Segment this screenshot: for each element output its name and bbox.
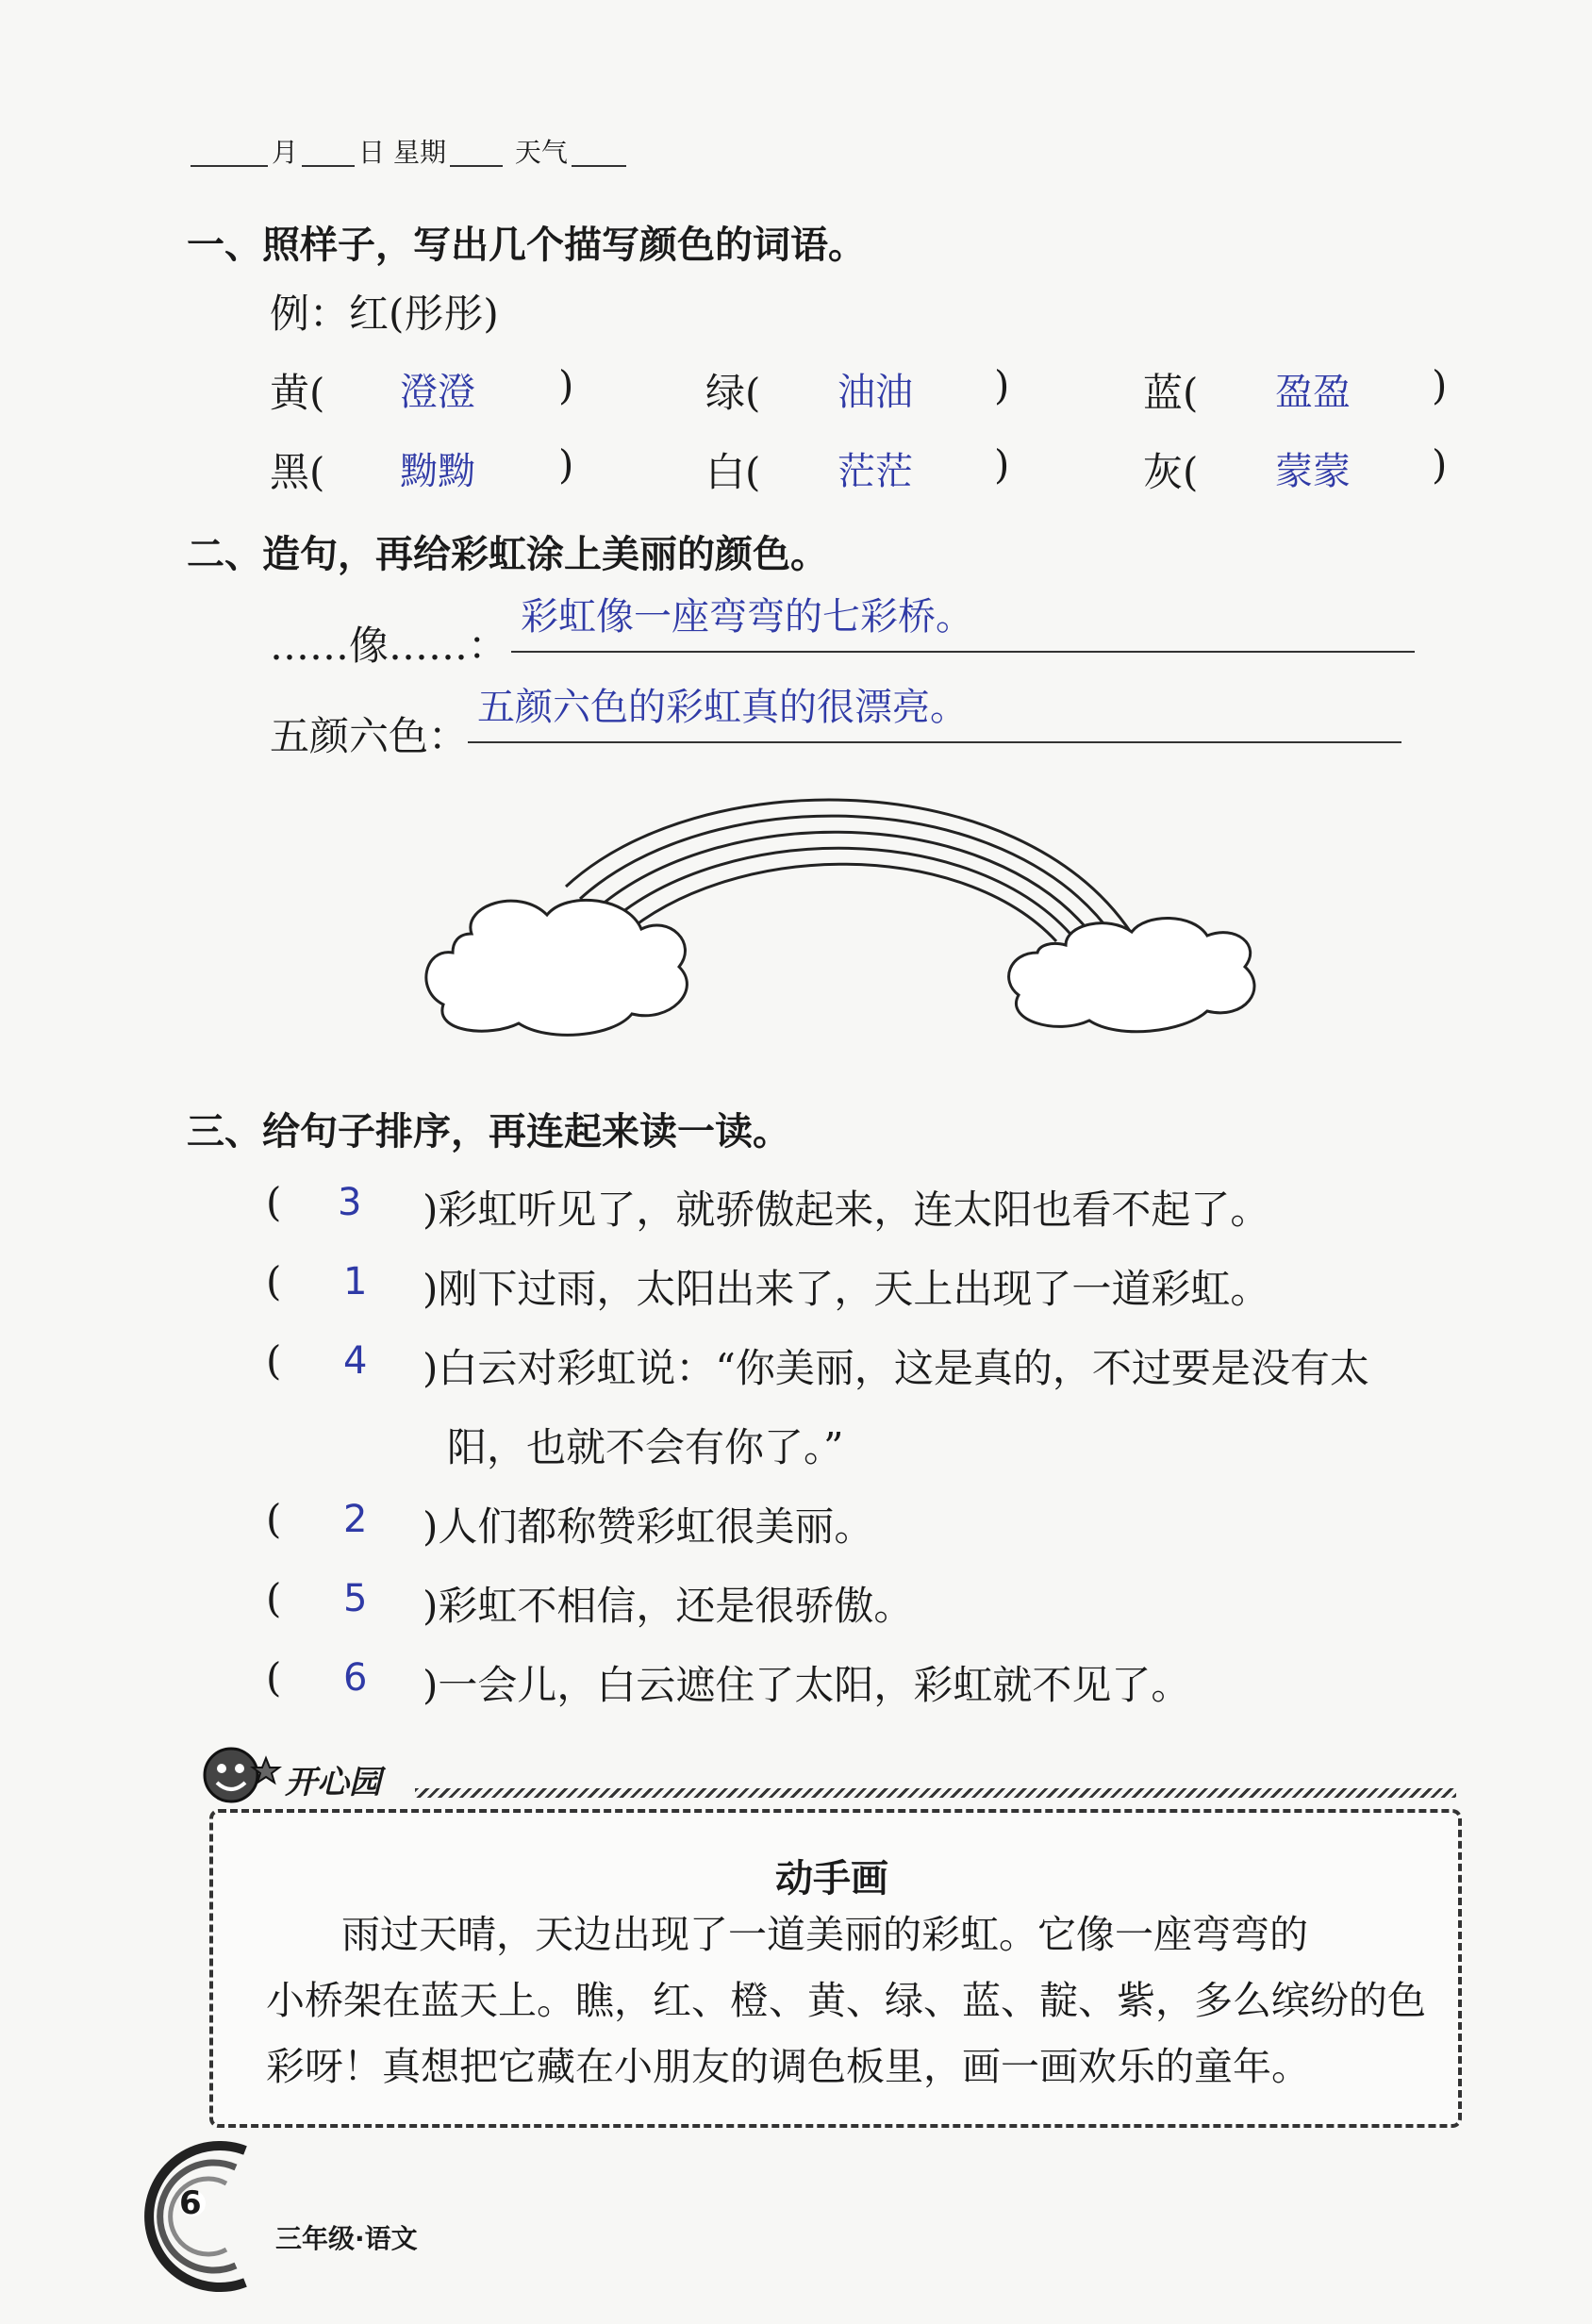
close-paren: ): [558, 362, 574, 408]
weather-label: 天气: [514, 137, 568, 168]
answer-white[interactable]: 茫茫: [837, 450, 913, 493]
order-number[interactable]: 2: [343, 1498, 368, 1541]
day-label: 日: [358, 137, 386, 168]
activity-text-line: 雨过天晴，天边出现了一道美丽的彩虹。它像一座弯弯的: [341, 1912, 1308, 1957]
cloud-right-shape: [1009, 918, 1254, 1031]
close-paren: ): [1432, 362, 1448, 408]
color-item-gray: 灰(: [1143, 449, 1199, 495]
order-row: (: [266, 1496, 282, 1542]
activity-text-line: 小桥架在蓝天上。瞧，红、橙、黄、绿、蓝、靛、紫，多么缤纷的色: [266, 1978, 1426, 2023]
page-number-swirl-icon: [141, 2141, 264, 2292]
order-row: (: [266, 1258, 282, 1304]
close-paren: ): [994, 441, 1010, 488]
rainbow-drawing[interactable]: [415, 773, 1320, 1038]
order-sentence: )一会儿，白云遮住了太阳，彩虹就不见了。: [423, 1662, 1191, 1708]
order-number[interactable]: 1: [343, 1260, 368, 1303]
order-sentence-continuation: 阳，也就不会有你了。”: [447, 1424, 844, 1470]
answer-line: [511, 649, 1415, 653]
decorative-rule: [415, 1788, 1456, 1798]
answer-yellow[interactable]: 澄澄: [400, 371, 475, 414]
section1-title: 一、照样子，写出几个描写颜色的词语。: [187, 224, 866, 267]
order-row: (: [266, 1179, 282, 1225]
order-row: (: [266, 1654, 282, 1701]
answer-green[interactable]: 油油: [837, 371, 913, 414]
happy-corner-label: 开心园: [285, 1764, 381, 1801]
close-paren: ): [1432, 441, 1448, 488]
activity-title: 动手画: [775, 1857, 888, 1901]
order-number[interactable]: 3: [338, 1181, 362, 1224]
color-item-black: 黑(: [270, 449, 325, 495]
order-row: (: [266, 1337, 282, 1384]
answer-black[interactable]: 黝黝: [400, 450, 475, 493]
section2-title: 二、造句，再给彩虹涂上美丽的颜色。: [187, 533, 828, 576]
activity-text-line: 彩呀！真想把它藏在小朋友的调色板里，画一画欢乐的童年。: [266, 2044, 1310, 2089]
smiley-star-icon: [198, 1737, 283, 1813]
color-item-white: 白(: [705, 449, 761, 495]
section3-title: 三、给句子排序，再连起来读一读。: [187, 1110, 790, 1154]
color-item-blue: 蓝(: [1143, 370, 1199, 416]
month-label: 月: [272, 137, 299, 168]
color-item-yellow: 黄(: [270, 370, 325, 416]
order-number[interactable]: 5: [343, 1577, 368, 1620]
page-number: 6: [179, 2184, 202, 2222]
weekday-label: 星期: [392, 137, 446, 168]
color-item-green: 绿(: [705, 370, 761, 416]
order-sentence: )刚下过雨，太阳出来了，天上出现了一道彩虹。: [423, 1266, 1270, 1312]
sentence-prompt-colorful: 五颜六色：: [270, 713, 469, 759]
order-sentence: )白云对彩虹说：“你美丽，这是真的，不过要是没有太: [423, 1345, 1369, 1391]
grade-subject: 三年级·语文: [275, 2223, 418, 2254]
cloud-left-shape: [426, 900, 688, 1035]
sentence-prompt-like: ……像……：: [270, 622, 508, 669]
order-row: (: [266, 1575, 282, 1621]
answer-blue[interactable]: 盈盈: [1275, 371, 1351, 414]
order-sentence: )彩虹不相信，还是很骄傲。: [423, 1583, 914, 1629]
order-number[interactable]: 6: [343, 1656, 368, 1700]
section1-example: 例：红(彤彤): [270, 290, 499, 337]
close-paren: ): [994, 362, 1010, 408]
order-sentence: )人们都称赞彩虹很美丽。: [423, 1503, 874, 1550]
answer-line: [468, 739, 1401, 743]
order-sentence: )彩虹听见了，就骄傲起来，连太阳也看不起了。: [423, 1187, 1270, 1233]
close-paren: ): [558, 441, 574, 488]
order-number[interactable]: 4: [343, 1339, 368, 1383]
sentence-answer-like[interactable]: 彩虹像一座弯弯的七彩桥。: [521, 595, 973, 639]
sentence-answer-colorful[interactable]: 五颜六色的彩虹真的很漂亮。: [477, 686, 968, 729]
answer-gray[interactable]: 蒙蒙: [1275, 450, 1351, 493]
date-weather-header: [187, 132, 630, 170]
